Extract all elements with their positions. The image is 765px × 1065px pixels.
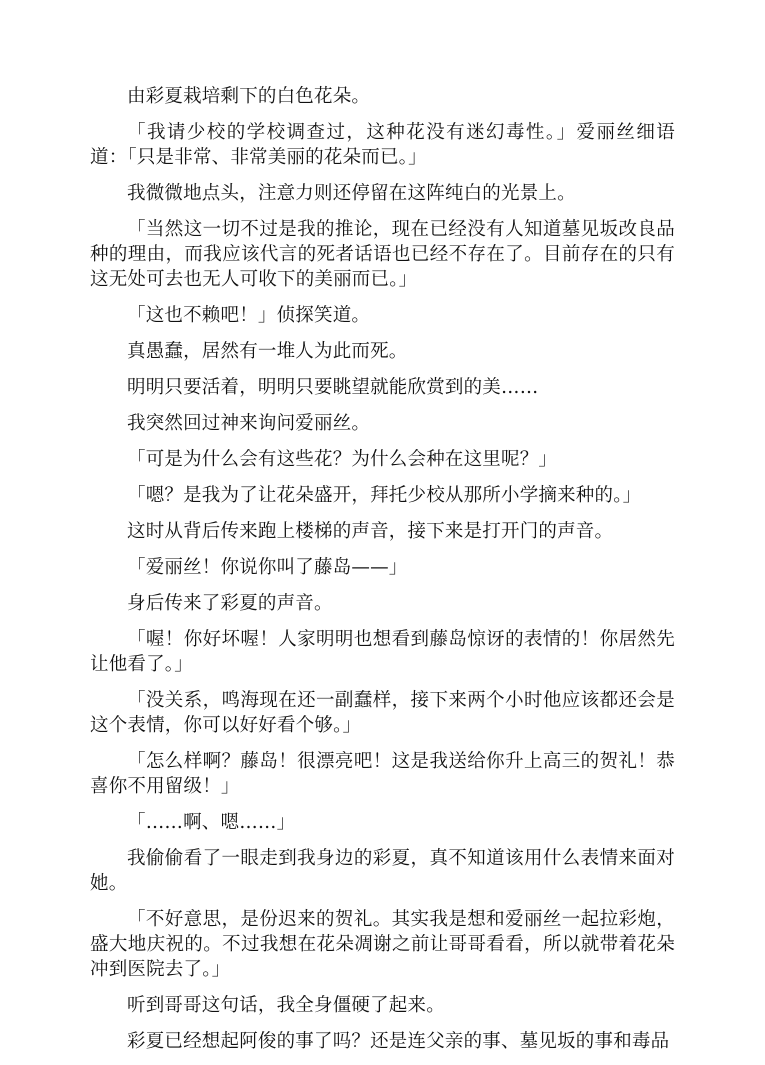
paragraph: 「喔！你好坏喔！人家明明也想看到藤岛惊讶的表情的！你居然先让他看了。」 — [90, 629, 675, 675]
paragraph: 彩夏已经想起阿俊的事了吗？还是连父亲的事、墓见坂的事和毒品 — [127, 1031, 670, 1052]
paragraph: 听到哥哥这句话，我全身僵硬了起来。 — [127, 995, 445, 1016]
paragraph: 「怎么样啊？藤岛！很漂亮吧！这是我送给你升上高三的贺礼！恭喜你不用留级！」 — [90, 751, 675, 797]
paragraph: 由彩夏栽培剩下的白色花朵。 — [127, 86, 371, 107]
paragraph: 「当然这一切不过是我的推论，现在已经没有人知道墓见坂改良品种的理由，而我应该代言的死者话语也已经不存在了。目前存在的只有这无处可去也无人可收下的美丽而已。」 — [90, 219, 675, 290]
paragraph: 我突然回过神来询问爱丽丝。 — [127, 413, 371, 434]
paragraph: 「不好意思，是份迟来的贺礼。其实我是想和爱丽丝一起拉彩炮，盛大地庆祝的。不过我想在花朵凋谢之前让哥哥看看，所以就带着花朵冲到医院去了。」 — [90, 909, 675, 980]
paragraph: 真愚蠢，居然有一堆人为此而死。 — [127, 341, 408, 362]
paragraph: 明明只要活着，明明只要眺望就能欣赏到的美…… — [127, 377, 539, 398]
paragraph: 这时从背后传来跑上楼梯的声音，接下来是打开门的声音。 — [127, 521, 614, 542]
paragraph: 「爱丽丝！你说你叫了藤岛——」 — [127, 557, 408, 578]
paragraph: 我偷偷看了一眼走到我身边的彩夏，真不知道该用什么表情来面对她。 — [90, 848, 675, 894]
paragraph: 「嗯？是我为了让花朵盛开，拜托少校从那所小学摘来种的。」 — [127, 485, 642, 506]
paragraph: 「我请少校的学校调查过，这种花没有迷幻毒性。」爱丽丝细语道：「只是非常、非常美丽的花朵而已。」 — [90, 122, 675, 168]
paragraph: 「这也不赖吧！」侦探笑道。 — [127, 305, 371, 326]
document-page — [90, 84, 675, 1065]
paragraph: 「……啊、嗯……」 — [127, 812, 296, 833]
paragraph: 我微微地点头，注意力则还停留在这阵纯白的光景上。 — [127, 183, 576, 204]
paragraph: 「没关系，鸣海现在还一副蠢样，接下来两个小时他应该都还会是这个表情，你可以好好看个够。」 — [90, 690, 675, 736]
paragraph: 身后传来了彩夏的声音。 — [127, 593, 333, 614]
paragraph: 「可是为什么会有这些花？为什么会种在这里呢？」 — [127, 449, 558, 470]
